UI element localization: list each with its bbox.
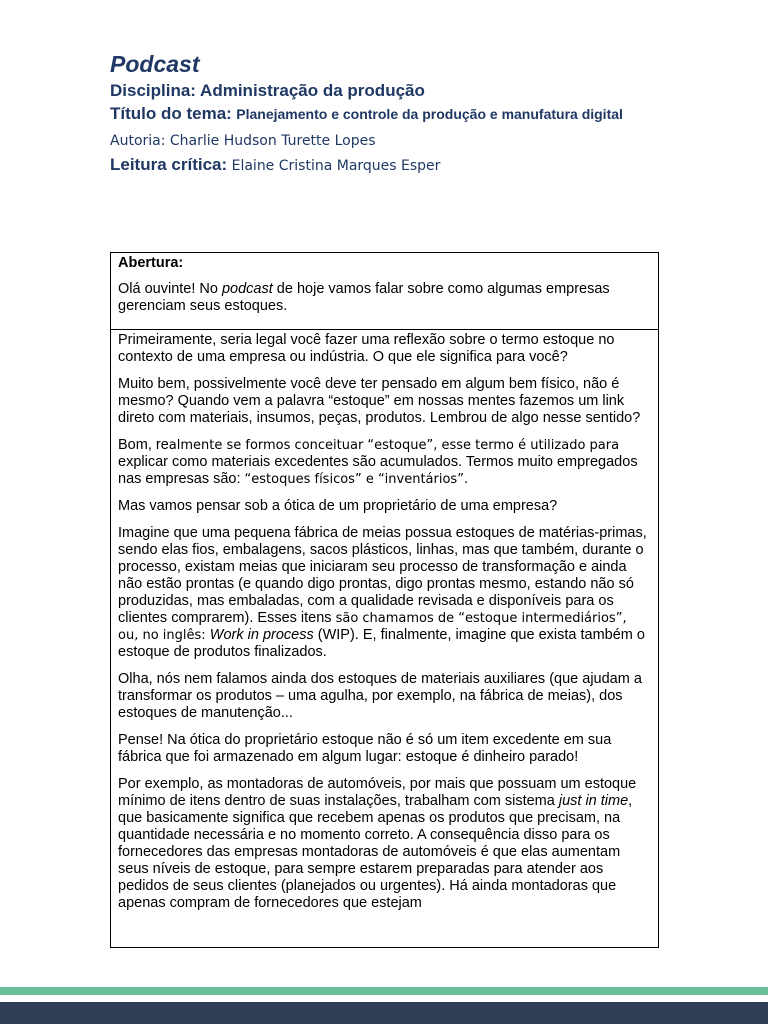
leitura-critica-line: [110, 154, 670, 177]
body-paragraph-3: [118, 437, 651, 488]
titulo-value: Planejamento e controle da produção e manufatura digital: [236, 106, 623, 122]
autoria-line: Autoria: Charlie Hudson Turette Lopes: [110, 133, 376, 149]
opening-text-a: Olá ouvinte! No: [118, 281, 222, 297]
footer-green-bar: [0, 987, 768, 995]
podcast-title: Podcast: [110, 51, 200, 77]
p3-text-c: explicar como materiais excedentes são acumulados. Termos muito empregados nas empresas são:: [118, 454, 638, 487]
leitura-value: Elaine Cristina Marques Esper: [231, 158, 441, 174]
disciplina-line: Disciplina: Administração da produção: [110, 81, 425, 100]
body-cell: [111, 329, 658, 947]
body-paragraph-7: Pense! Na ótica do proprietário estoque não é só um item excedente em sua fábrica que foi armazenado em algum lugar: estoque é dinheiro parado!: [118, 732, 612, 765]
p5-text-a: Imagine que uma pequena fábrica de meias possua estoques de matérias-primas, sendo elas fios, embalagens, sacos plásticos, linhas, mas que também, durante o processo, existam meias que iniciaram seu processo de transformação e ainda não estão prontas (e quando digo prontas, digo prontas mesmo, estando não só produzidas, mas embaladas, com a qualidade revisada e disponíveis para os clientes comprarem). Esses itens: [118, 525, 647, 626]
p3-text-b: almente se formos conceituar “estoque”, esse termo é utilizado para: [168, 438, 620, 453]
leitura-label: Leitura crítica:: [110, 155, 228, 174]
titulo-line: [110, 105, 670, 123]
p5-text-italic: Work in process: [209, 627, 314, 643]
titulo-label: Título do tema:: [110, 104, 232, 123]
body-paragraph-4: Mas vamos pensar sob a ótica de um proprietário de uma empresa?: [118, 498, 558, 514]
body-paragraph-2: Muito bem, possivelmente você deve ter pensado em algum bem físico, não é mesmo? Quando vem a palavra “estoque” em nossas mentes fazemos um link direto com materiais, insumos, peças, produtos. Lembrou de algo nesse sentido?: [118, 376, 641, 426]
opening-paragraph: [118, 281, 651, 315]
p5-text-b: são chamamos de “estoque intermediários”, ou, no inglês:: [118, 611, 627, 643]
opening-cell: [111, 253, 658, 329]
p8-text-a: Por exemplo, as montadoras de automóveis, por mais que possuam um estoque mínimo de itens dentro de suas instalações, trabalham com sistema: [118, 776, 637, 809]
p8-text-italic: just in time: [558, 793, 629, 809]
p3-text-d: “estoques físicos” e “inventários”.: [244, 472, 469, 487]
footer-navy-bar: [0, 1002, 768, 1024]
opening-heading: Abertura:: [118, 255, 184, 271]
body-paragraph-5: [118, 525, 651, 661]
body-paragraph-8: [118, 776, 651, 912]
opening-text-b: de hoje vamos falar sobre como algumas empresas gerenciam seus estoques.: [118, 281, 610, 314]
p8-text-b: , que basicamente significa que recebem apenas os produtos que precisam, na quantidade necessária e no momento correto. A consequência disso para os fornecedores das empresas montadoras de automóveis é que elas aumentam seus níveis de estoque, para sempre estarem preparadas para atender aos pedidos de seus clientes (planejados ou urgentes). Há ainda montadoras que apenas compram de fornecedores que estejam: [118, 793, 633, 911]
p5-text-c: (WIP). E, finalmente, imagine que exista também o estoque de produtos finalizados.: [118, 627, 645, 660]
opening-text-italic: podcast: [221, 281, 273, 297]
document-header: [110, 50, 670, 177]
p3-text-a: Bom, re: [118, 437, 169, 453]
body-paragraph-1: Primeiramente, seria legal você fazer uma reflexão sobre o termo estoque no contexto de uma empresa ou indústria. O que ele significa para você?: [118, 332, 615, 365]
podcast-script-table: [110, 252, 659, 948]
body-paragraph-6: Olha, nós nem falamos ainda dos estoques de materiais auxiliares (que ajudam a transformar os produtos – uma agulha, por exemplo, na fábrica de meias), dos estoques de manutenção...: [118, 671, 642, 721]
